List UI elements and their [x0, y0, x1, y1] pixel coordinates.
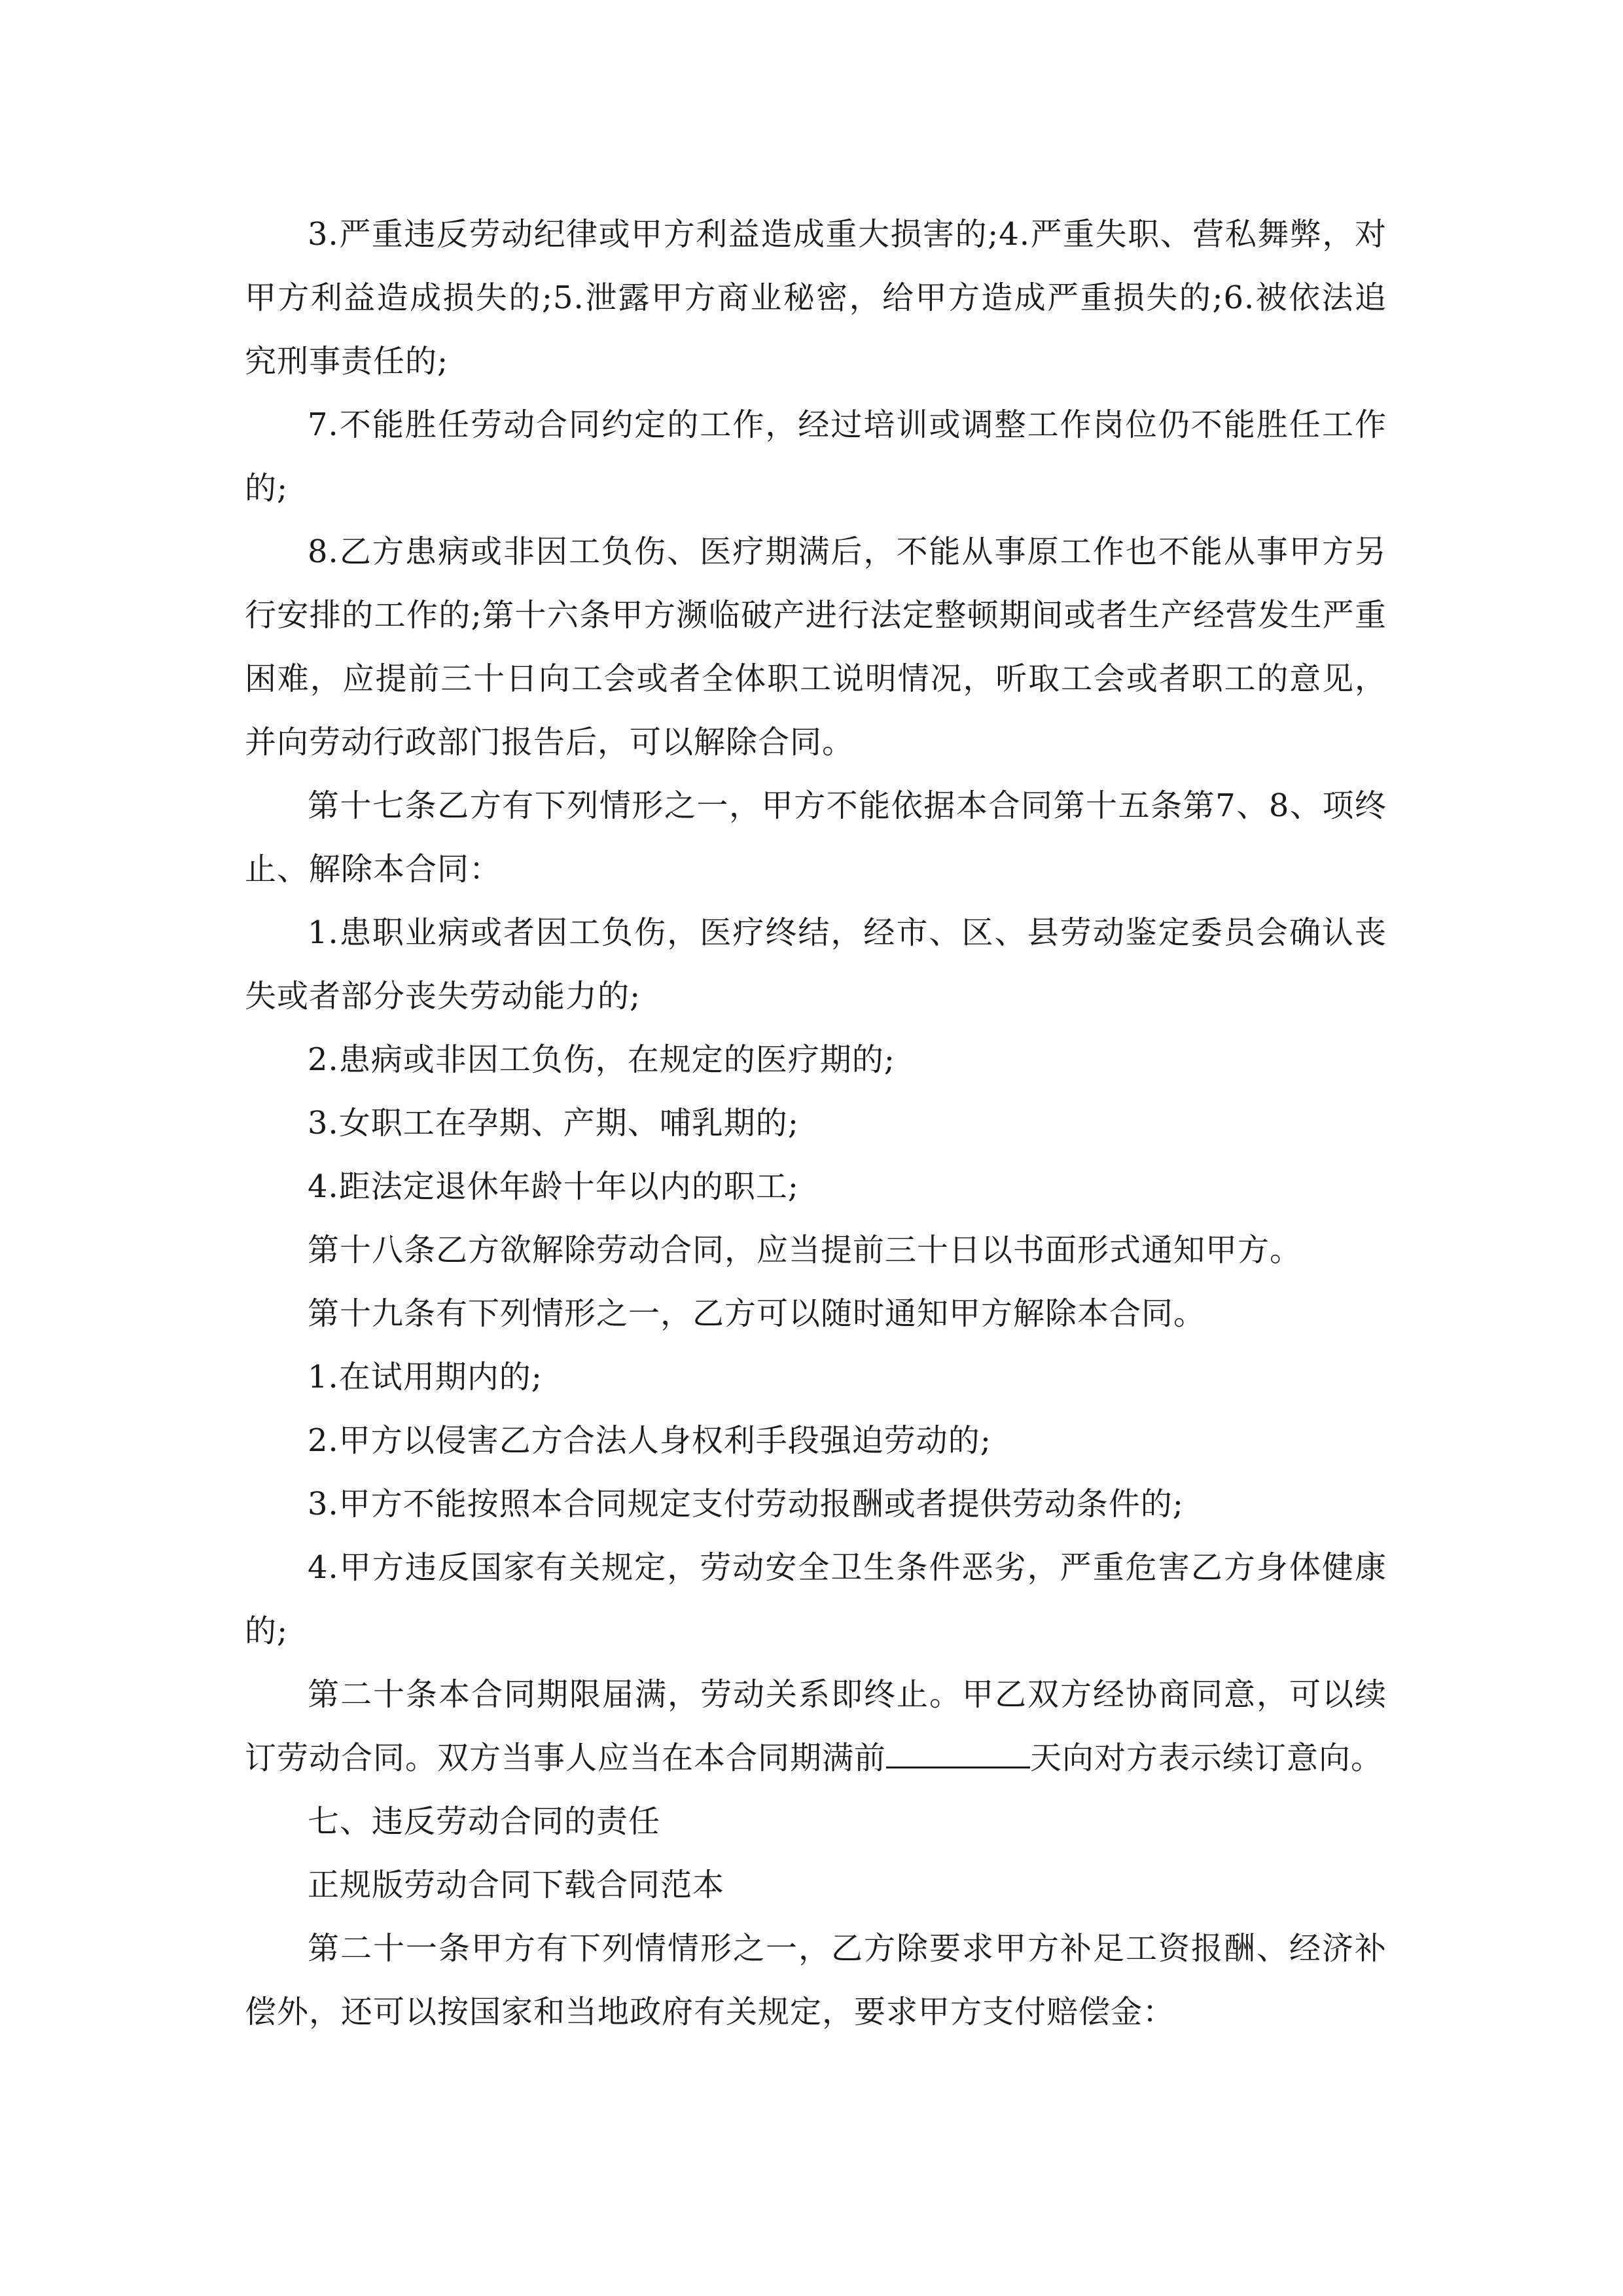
paragraph-article-19-item-1: 1.在试用期内的; — [308, 1359, 543, 1395]
section-7-heading: 七、违反劳动合同的责任 — [308, 1803, 661, 1840]
paragraph-article-18: 第十八条乙方欲解除劳动合同，应当提前三十日以书面形式通知甲方。 — [308, 1232, 1302, 1268]
paragraph-article-19-item-2: 2.甲方以侵害乙方合法人身权利手段强迫劳动的; — [308, 1422, 991, 1459]
paragraph-article-21: 第二十一条甲方有下列情情形之一，乙方除要求甲方补足工资报酬、经济补偿外，还可以按国家和当地政府有关规定，要求甲方支付赔偿金： — [245, 1930, 1387, 2030]
document-title-line: 正规版劳动合同下载合同范本 — [308, 1867, 725, 1903]
paragraph-article-17-item-2: 2.患病或非因工负伤，在规定的医疗期的; — [308, 1041, 895, 1078]
paragraph-clause-8-article-16: 8.乙方患病或非因工负伤、医疗期满后，不能从事原工作也不能从事甲方另行安排的工作的;第十六条甲方濒临破产进行法定整顿期间或者生产经营发生严重困难，应提前三十日向工会或者全体职工说明情况，听取工会或者职工的意见，并向劳动行政部门报告后，可以解除合同。 — [245, 533, 1387, 761]
paragraph-clause-3-6: 3.严重违反劳动纪律或甲方利益造成重大损害的;4.严重失职、营私舞弊，对甲方利益造成损失的;5.泄露甲方商业秘密，给甲方造成严重损失的;6.被依法追究刑事责任的; — [245, 216, 1387, 380]
paragraph-article-19-item-4: 4.甲方违反国家有关规定，劳动安全卫生条件恶劣，严重危害乙方身体健康的; — [245, 1549, 1387, 1649]
paragraph-article-19-item-3: 3.甲方不能按照本合同规定支付劳动报酬或者提供劳动条件的; — [308, 1486, 1184, 1522]
paragraph-article-17-item-4: 4.距法定退休年龄十年以内的职工; — [308, 1168, 799, 1205]
paragraph-article-17-item-3: 3.女职工在孕期、产期、哺乳期的; — [308, 1105, 799, 1141]
paragraph-article-19: 第十九条有下列情形之一，乙方可以随时通知甲方解除本合同。 — [308, 1295, 1206, 1332]
article-20-text-before-blank: 第二十条本合同期限届满，劳动关系即终止。甲乙双方经协商同意，可以续订劳动合同。双方当事人应当在本合同期满前 — [245, 1676, 1387, 1776]
paragraph-article-17-item-1: 1.患职业病或者因工负伤，医疗终结，经市、区、县劳动鉴定委员会确认丧失或者部分丧失劳动能力的; — [245, 914, 1387, 1014]
paragraph-article-20 — [245, 1663, 1387, 1790]
document-body — [245, 203, 1387, 2044]
paragraph-article-17: 第十七条乙方有下列情形之一，甲方不能依据本合同第十五条第7、8、项终止、解除本合同： — [245, 787, 1387, 888]
article-20-text-after-blank: 天向对方表示续订意向。 — [1030, 1740, 1383, 1776]
days-blank-field[interactable] — [886, 1738, 1030, 1768]
paragraph-clause-7: 7.不能胜任劳动合同约定的工作，经过培训或调整工作岗位仍不能胜任工作的; — [245, 406, 1387, 507]
